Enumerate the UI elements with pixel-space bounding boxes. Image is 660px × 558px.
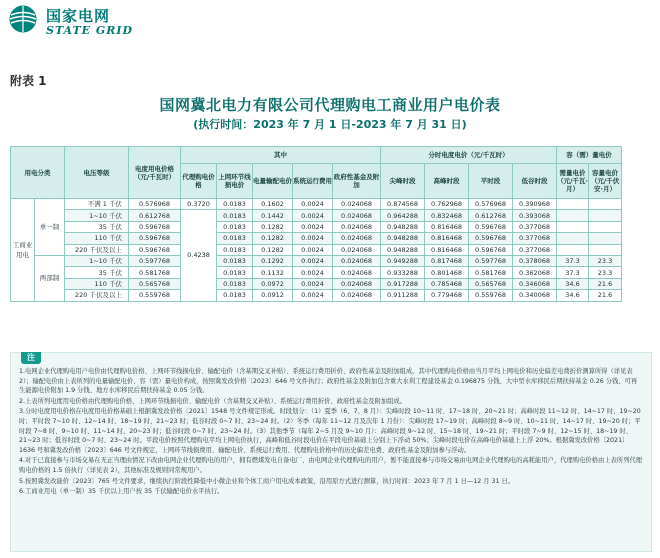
gov-fund-cell: 0.024068: [333, 290, 381, 301]
header-flat: 平时段: [469, 164, 513, 199]
flat-cell: 0.581768: [469, 267, 513, 278]
valley-cell: 0.377068: [513, 233, 557, 244]
energy-price-cell: 0.597768: [129, 255, 181, 266]
flat-cell: 0.596768: [469, 221, 513, 232]
valley-cell: 0.346068: [513, 278, 557, 289]
document-subtitle: (执行时间：2023 年 7 月 1 日-2023 年 7 月 31 日): [193, 118, 467, 131]
valley-cell: 0.390968: [513, 199, 557, 210]
peak-sharp-cell: 0.948288: [381, 233, 425, 244]
gov-fund-cell: 0.024068: [333, 244, 381, 255]
demand-price-cell: 34.6: [557, 278, 589, 289]
voltage-cell: 110 千伏: [65, 278, 129, 289]
category-cell: 工商业用电: [11, 199, 35, 302]
peak-sharp-cell: 0.949288: [381, 255, 425, 266]
energy-price-cell: 0.612768: [129, 210, 181, 221]
peak-cell: 0.817468: [425, 255, 469, 266]
table-row: [11, 199, 653, 210]
flat-cell: 0.576968: [469, 199, 513, 210]
capacity-price-cell: [589, 221, 622, 232]
capacity-price-cell: [589, 210, 622, 221]
loss-fee-cell: 0.0183: [217, 199, 253, 210]
transmission-fee-cell: 0.1442: [253, 210, 293, 221]
valley-cell: 0.377068: [513, 221, 557, 232]
gov-fund-cell: 0.024068: [333, 210, 381, 221]
table-row: [11, 233, 653, 244]
flat-cell: 0.565768: [469, 278, 513, 289]
loss-fee-cell: 0.0183: [217, 233, 253, 244]
header-proxy-price: 代理购电价格: [181, 164, 217, 199]
system-fee-cell: 0.0024: [293, 255, 333, 266]
logo-english-text: STATE GRID: [46, 24, 134, 37]
state-grid-logo-icon: [8, 4, 38, 34]
header-bar: [0, 0, 660, 42]
valley-cell: 0.377068: [513, 244, 557, 255]
demand-price-cell: [557, 210, 589, 221]
valley-cell: 0.340068: [513, 290, 557, 301]
valley-cell: 0.378068: [513, 255, 557, 266]
gov-fund-cell: 0.024068: [333, 221, 381, 232]
two-part-tariff-cell: 两部制: [35, 255, 65, 301]
system-fee-cell: 0.0024: [293, 267, 333, 278]
table-row: [11, 278, 653, 289]
capacity-price-cell: [589, 244, 622, 255]
loss-fee-cell: 0.0183: [217, 290, 253, 301]
energy-price-cell: 0.559768: [129, 290, 181, 301]
header-capacity-price: 容量电价（元/千伏安·月）: [589, 164, 622, 199]
peak-cell: 0.832468: [425, 210, 469, 221]
gov-fund-cell: 0.024068: [333, 233, 381, 244]
voltage-cell: 1~10 千伏: [65, 210, 129, 221]
demand-price-cell: 37.3: [557, 267, 589, 278]
capacity-price-cell: [589, 233, 622, 244]
voltage-cell: 35 千伏: [65, 267, 129, 278]
peak-cell: 0.785468: [425, 278, 469, 289]
peak-sharp-cell: 0.917288: [381, 278, 425, 289]
proxy-price-merged-cell: 0.4238: [181, 210, 217, 301]
transmission-fee-cell: 0.1292: [253, 255, 293, 266]
loss-fee-cell: 0.0183: [217, 267, 253, 278]
flat-cell: 0.597768: [469, 255, 513, 266]
peak-sharp-cell: 0.874568: [381, 199, 425, 210]
note-item-1: 1.电网企业代理购电用户电价由代理购电价格、上网环节线损电价、输配电价（含基期交叉补贴）、系统运行费用折价、政府性基金及附加组成。其中代理购电价格由当月平均上网电价和历史偏差电费折价测算所得（详见表 2）；输配电价由上表所列的电量输配电价、容（需）量电价构成，按照冀发改价格〔2023〕646 号文件执行；政府性基金及附加包含重大水利工程建设基金 0.196875 分钱、大中型水库移民后期扶持基金 0.26 分钱、可再生能源电价附加 1.9 分钱、地方水库移民后期扶持基金 0.05 分钱。: [19, 368, 638, 395]
demand-price-cell: 34.6: [557, 290, 589, 301]
transmission-fee-cell: 0.1282: [253, 221, 293, 232]
flat-cell: 0.596768: [469, 233, 513, 244]
table-row: [11, 255, 653, 266]
energy-price-cell: 0.581768: [129, 267, 181, 278]
valley-cell: 0.393068: [513, 210, 557, 221]
peak-cell: 0.801468: [425, 267, 469, 278]
energy-price-cell: 0.596768: [129, 221, 181, 232]
peak-cell: 0.816468: [425, 221, 469, 232]
gov-fund-cell: 0.024068: [333, 199, 381, 210]
transmission-fee-cell: 0.0912: [253, 290, 293, 301]
loss-fee-cell: 0.0183: [217, 244, 253, 255]
table-body: [11, 199, 653, 302]
loss-fee-cell: 0.0183: [217, 210, 253, 221]
capacity-price-cell: 21.6: [589, 290, 622, 301]
header-energy-price: 电度用电价格（元/千瓦时）: [129, 147, 181, 199]
loss-fee-cell: 0.0183: [217, 255, 253, 266]
loss-fee-cell: 0.0183: [217, 278, 253, 289]
peak-sharp-cell: 0.933288: [381, 267, 425, 278]
peak-sharp-cell: 0.964288: [381, 210, 425, 221]
peak-cell: 0.816468: [425, 233, 469, 244]
voltage-cell: 220 千伏及以上: [65, 290, 129, 301]
header-category: 用电分类: [11, 147, 65, 199]
header-voltage: 电压等级: [65, 147, 129, 199]
note-item-2: 2.上表所列电度用电价格由代理购电价格、上网环节线损电价、输配电价（含基期交叉补贴）、系统运行费用折价、政府性基金及附加组成。: [19, 397, 406, 405]
demand-price-cell: [557, 244, 589, 255]
flat-cell: 0.612768: [469, 210, 513, 221]
header-transmission-fee: 电量输配电价: [253, 164, 293, 199]
voltage-cell: 110 千伏: [65, 233, 129, 244]
table-header-row-1: [11, 147, 653, 164]
transmission-fee-cell: 0.1282: [253, 233, 293, 244]
transmission-fee-cell: 0.1602: [253, 199, 293, 210]
capacity-price-cell: 23.3: [589, 267, 622, 278]
note-item-6: 6.工商业用电（单一制）35 千伏以上用户按 35 千伏输配电价水平执行。: [19, 488, 224, 496]
transmission-fee-cell: 0.1132: [253, 267, 293, 278]
price-table-container: [10, 146, 652, 302]
attachment-label: 附表 1: [10, 74, 47, 88]
flat-cell: 0.559768: [469, 290, 513, 301]
demand-price-cell: 37.3: [557, 255, 589, 266]
peak-sharp-cell: 0.948288: [381, 221, 425, 232]
header-tou: 分时电度电价（元/千瓦时）: [381, 147, 557, 164]
demand-price-cell: [557, 233, 589, 244]
flat-cell: 0.596768: [469, 244, 513, 255]
transmission-fee-cell: 0.0972: [253, 278, 293, 289]
system-fee-cell: 0.0024: [293, 278, 333, 289]
energy-price-cell: 0.596768: [129, 244, 181, 255]
gov-fund-cell: 0.024068: [333, 267, 381, 278]
system-fee-cell: 0.0024: [293, 244, 333, 255]
system-fee-cell: 0.0024: [293, 210, 333, 221]
system-fee-cell: 0.0024: [293, 221, 333, 232]
notes-body: [19, 367, 643, 498]
demand-price-cell: [557, 199, 589, 210]
peak-cell: 0.779468: [425, 290, 469, 301]
header-peak-sharp: 尖峰时段: [381, 164, 425, 199]
energy-price-cell: 0.565768: [129, 278, 181, 289]
notes-badge: 注: [21, 352, 41, 364]
capacity-price-cell: 21.6: [589, 278, 622, 289]
system-fee-cell: 0.0024: [293, 199, 333, 210]
table-row: [11, 290, 653, 301]
gov-fund-cell: 0.024068: [333, 255, 381, 266]
note-item-3: 3.分时电度用电价格在电度用电价格基础上根据冀发改价格〔2021〕1548 号文件规定形成。时段划分：（1）夏季（6、7、8 月）：尖峰时段 10~11 时、17~18 时、20~21 时；高峰时段 11~12 时、14~17 时、19~20 时；平时段 7~10 时、12~14 时、18~19 时、21~23 时；低谷时段 0~7 时、23~24 时。（2）冬季（每年 11~12 月及次年 1 月份）：尖峰时段 17~19 时；高峰时段 8~9 时、10~11 时、14~17 时、19~20 时；平时段 7~8 时、9~10 时、11~14 时、20~23 时；低谷时段 0~7 时、23~24 时。（3）其他季节（每年 2~5 月及 9~10 月）：高峰时段 9~12 时、15~18 时、19~21 时；平时段 7~9 时、12~15 时、18~19 时、21~23 时；低谷时段 0~7 时、23~24 时。平段电价按照代理购电平均上网电价执行，高峰和低谷时段电价在平段电价基础上分别上下浮动 50%；尖峰时段电价在高峰电价基础上上浮 20%。根据冀发改价格〔2021〕1636 号和冀发改价格〔2023〕646 号文件规定，上网环节线损费用、输配电价、系统运行费用、代理购电价格中的历史偏差电费、政府性基金及附加参与浮动。: [19, 408, 641, 454]
logo-chinese-text: 国家电网: [46, 7, 111, 25]
valley-cell: 0.362068: [513, 267, 557, 278]
table-row: [11, 267, 653, 278]
header-peak: 高峰时段: [425, 164, 469, 199]
header-of-which: 其中: [181, 147, 381, 164]
transmission-fee-cell: 0.1282: [253, 244, 293, 255]
peak-sharp-cell: 0.911288: [381, 290, 425, 301]
table-row: [11, 221, 653, 232]
table-row: [11, 244, 653, 255]
table-row: [11, 210, 653, 221]
price-table: [10, 146, 653, 302]
header-system-fee: 系统运行费用: [293, 164, 333, 199]
peak-sharp-cell: 0.948288: [381, 244, 425, 255]
proxy-price-cell: 0.3720: [181, 199, 217, 210]
notes-panel: [10, 352, 652, 552]
single-tariff-cell: 单一制: [35, 199, 65, 256]
header-loss-fee: 上网环节线损电价: [217, 164, 253, 199]
header-valley: 低谷时段: [513, 164, 557, 199]
voltage-cell: 220 千伏及以上: [65, 244, 129, 255]
system-fee-cell: 0.0024: [293, 290, 333, 301]
system-fee-cell: 0.0024: [293, 233, 333, 244]
capacity-price-cell: 23.3: [589, 255, 622, 266]
capacity-price-cell: [589, 199, 622, 210]
peak-cell: 0.816468: [425, 244, 469, 255]
header-gov-fund: 政府性基金及附加: [333, 164, 381, 199]
note-item-5: 5.按照冀发改能价〔2023〕765 号文件要求，继续执行阶段性降低中小微企业和个体工商户用电成本政策，沿用原方式进行测算，执行时间：2023 年 7 月 1 日—12 月 31 日。: [19, 477, 515, 485]
voltage-cell: 1~10 千伏: [65, 255, 129, 266]
energy-price-cell: 0.576968: [129, 199, 181, 210]
voltage-cell: 不满 1 千伏: [65, 199, 129, 210]
peak-cell: 0.762968: [425, 199, 469, 210]
demand-price-cell: [557, 221, 589, 232]
gov-fund-cell: 0.024068: [333, 278, 381, 289]
document-title: 国网冀北电力有限公司代理购电工商业用户电价表: [159, 96, 501, 114]
energy-price-cell: 0.596768: [129, 233, 181, 244]
header-demand-price: 需量电价（元/千瓦·月）: [557, 164, 589, 199]
voltage-cell: 35 千伏: [65, 221, 129, 232]
loss-fee-cell: 0.0183: [217, 221, 253, 232]
header-capacity: 容（需）量电价: [557, 147, 622, 164]
note-item-4: 4.对于已直接参与市场交易在无正当理由情况下改由电网企业代理购电的用户，拥有燃煤发电自备电厂、由电网企业代理购电的用户，暂不能直接参与市场交易由电网企业代理购电的高耗能用户，代理购电价格由上表所列代理购电价格的 1.5 倍执行（详见表 2），其他标准及规则同常规用户。: [19, 457, 643, 474]
